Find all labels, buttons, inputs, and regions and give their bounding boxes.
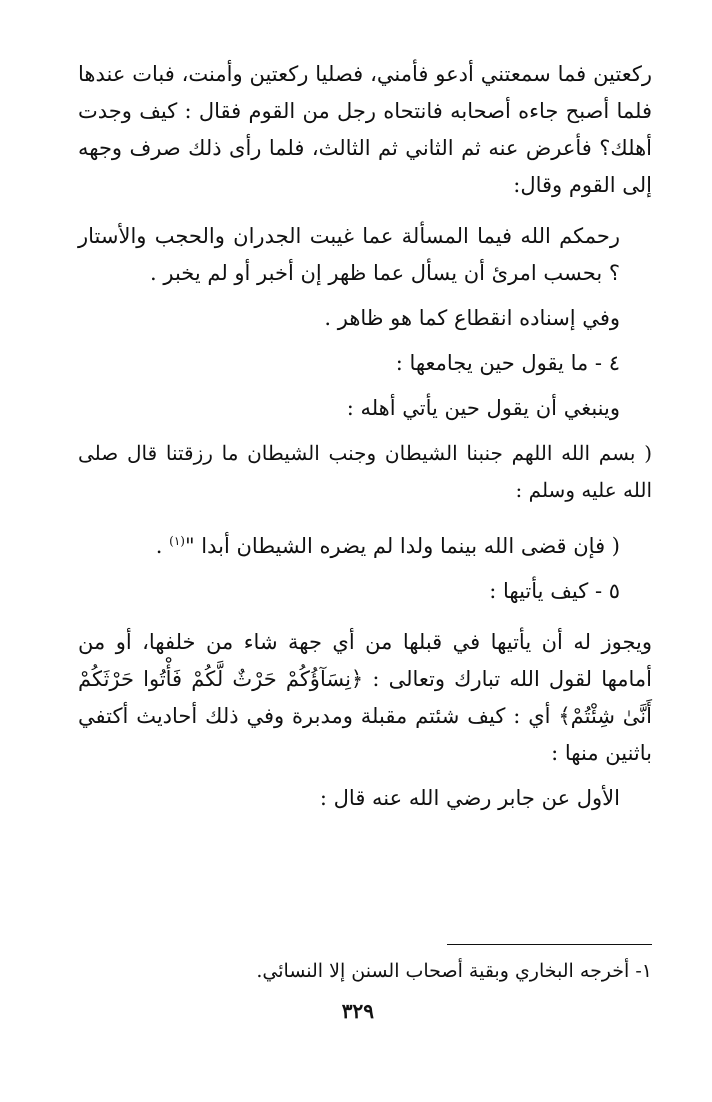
footnote-marker: (١) — [169, 534, 185, 548]
guidance-sentence: وينبغي أن يقول حين يأتي أهله : — [346, 396, 620, 420]
hadith-continuation: ( فإن قضى الله بينما ولدا لم يضره الشيطان أبدا "$^{(١)}$ . — [155, 534, 620, 558]
chain-of-narration-note: وفي إسناده انقطاع كما هو ظاهر . — [324, 306, 620, 330]
supplication-text: ( بسم الله اللهم جنبنا الشيطان وجنب الشيطان ما رزقتنا قال صلى الله عليه وسلم : — [78, 441, 652, 502]
book-page — [78, 56, 652, 1062]
page-number: ٣٢٩ — [341, 999, 374, 1023]
ruling-paragraph: ويجوز له أن يأتيها في قبلها من أي جهة شاء من خلفها، أو من أمامها لقول الله تبارك وتعالى : ﴿نِسَآؤُكُمْ حَرْثٌ لَّكُمْ فَأْتُوا حَرْثَكُمْ أَنَّىٰ شِئْتُمْ﴾ أي : كيف شئتم مقبلة ومدبرة وفي ذلك أحاديث أكتفي باثنين منها : — [78, 630, 652, 765]
section-heading-4: ٤ - ما يقول حين يجامعها : — [395, 351, 620, 375]
footnote-separator — [447, 944, 652, 945]
hadith-continuation-text: ( فإن قضى الله بينما ولدا لم يضره الشيطان أبدا " — [184, 534, 620, 558]
footnote: ١- أخرجه البخاري وبقية أصحاب السنن إلا النسائي. — [256, 960, 652, 982]
quoted-speech-paragraph: رحمكم الله فيما المسألة عما غيبت الجدران والحجب والأستار ؟ بحسب امرئ أن يسأل عما ظهر إن أخبر أو لم يخبر . — [78, 224, 620, 285]
first-hadith-intro: الأول عن جابر رضي الله عنه قال : — [319, 786, 620, 810]
narration-paragraph: ركعتين فما سمعتني أدعو فأمني، فصليا ركعتين وأمنت، فبات عندها فلما أصبح جاءه أصحابه فانتحاه رجل من القوم فقال : كيف وجدت أهلك؟ فأعرض عنه ثم الثاني ثم الثالث، فلما رأى ذلك صرف وجهه إلى القوم وقال: — [78, 62, 652, 197]
section-heading-5: ٥ - كيف يأتيها : — [489, 579, 620, 603]
